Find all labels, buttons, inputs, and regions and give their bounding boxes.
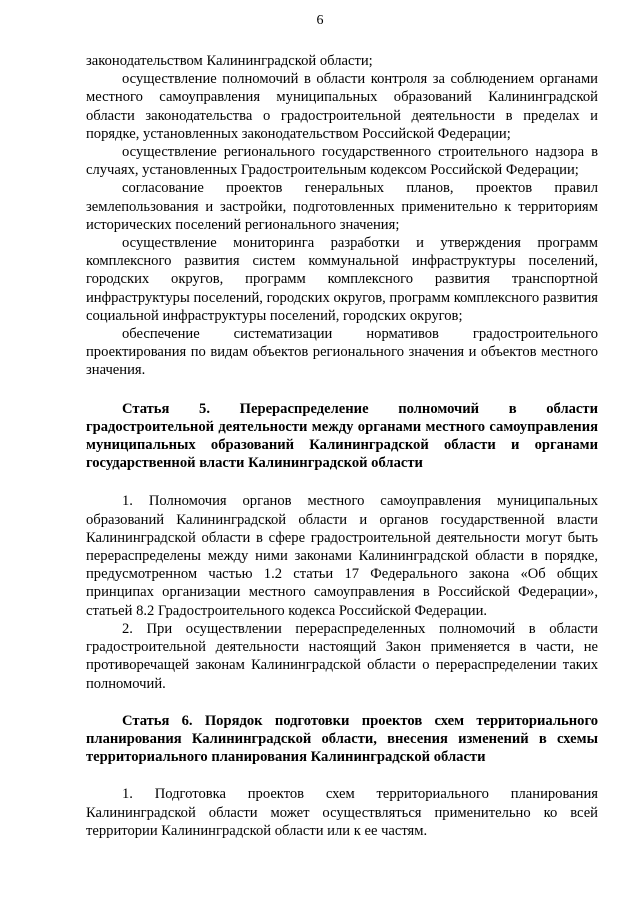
article-5-paragraph-2: 2. При осуществлении перераспределенных полномочий в области градостроительной деятельности настоящий Закон применяется в части, не противоречащей законам Калининградской области о перераспределении таких полномочий. <box>86 620 598 692</box>
paragraph-standards-systematization: обеспечение систематизации нормативов градостроительного проектирования по видам объектов регионального значения и объектов местного значения. <box>86 326 598 379</box>
spacer <box>86 693 598 712</box>
article-6-paragraph-1: 1. Подготовка проектов схем территориального планирования Калининградской области может осуществляться применительно ко всей территории Калининградской области или к ее частям. <box>86 786 598 839</box>
paragraph-general-plans-approval: согласование проектов генеральных планов, проектов правил землепользования и застройки, подготовленных применительно к территориям исторических поселений регионального значения; <box>86 180 598 233</box>
page-number: 6 <box>316 13 324 28</box>
article-5-title: Статья 5. Перераспределение полномочий в области градостроительной деятельности между органами местного самоуправления муниципальных образований Калининградской области и органами государственной власти Калининградской области <box>86 400 598 472</box>
spacer <box>86 766 598 785</box>
article-5-paragraph-1: 1. Полномочия органов местного самоуправления муниципальных образований Калининградской области и органов государственной власти Калининградской области в сфере градостроительной деятельности могут быть перераспределены между ними законами Калининградской области в порядке, предусмотренном частью 1.2 статьи 17 Федерального закона «Об общих принципах организации местного самоуправления в Российской Федерации», статьей 8.2 Градостроительного кодекса Российской Федерации. <box>86 493 598 619</box>
paragraph-control-powers: осуществление полномочий в области контроля за соблюдением органами местного самоуправления муниципальных образований Калининградской области законодательства о градостроительной деятельности в пределах и порядке, установленных законодательством Российской Федерации; <box>86 71 598 142</box>
paragraph-continuation: законодательством Калининградской области; <box>86 53 373 69</box>
article-6-title: Статья 6. Порядок подготовки проектов схем территориального планирования Калининградской области, внесения изменений в схемы территориального планирования Калининградской области <box>86 712 598 766</box>
paragraph-construction-supervision: осуществление регионального государственного строительного надзора в случаях, установленных Градостроительным кодексом Российской Федерации; <box>86 144 598 179</box>
paragraph-programs-monitoring: осуществление мониторинга разработки и утверждения программ комплексного развития систем коммунальной инфраструктуры поселений, городских округов, программ комплексного развития транспортной инфраструктуры поселений, городских округов, программ комплексного развития социальной инфраструктуры поселений, городских округов; <box>86 235 598 324</box>
spacer <box>86 380 598 400</box>
document-body <box>86 52 598 840</box>
spacer <box>86 472 598 492</box>
